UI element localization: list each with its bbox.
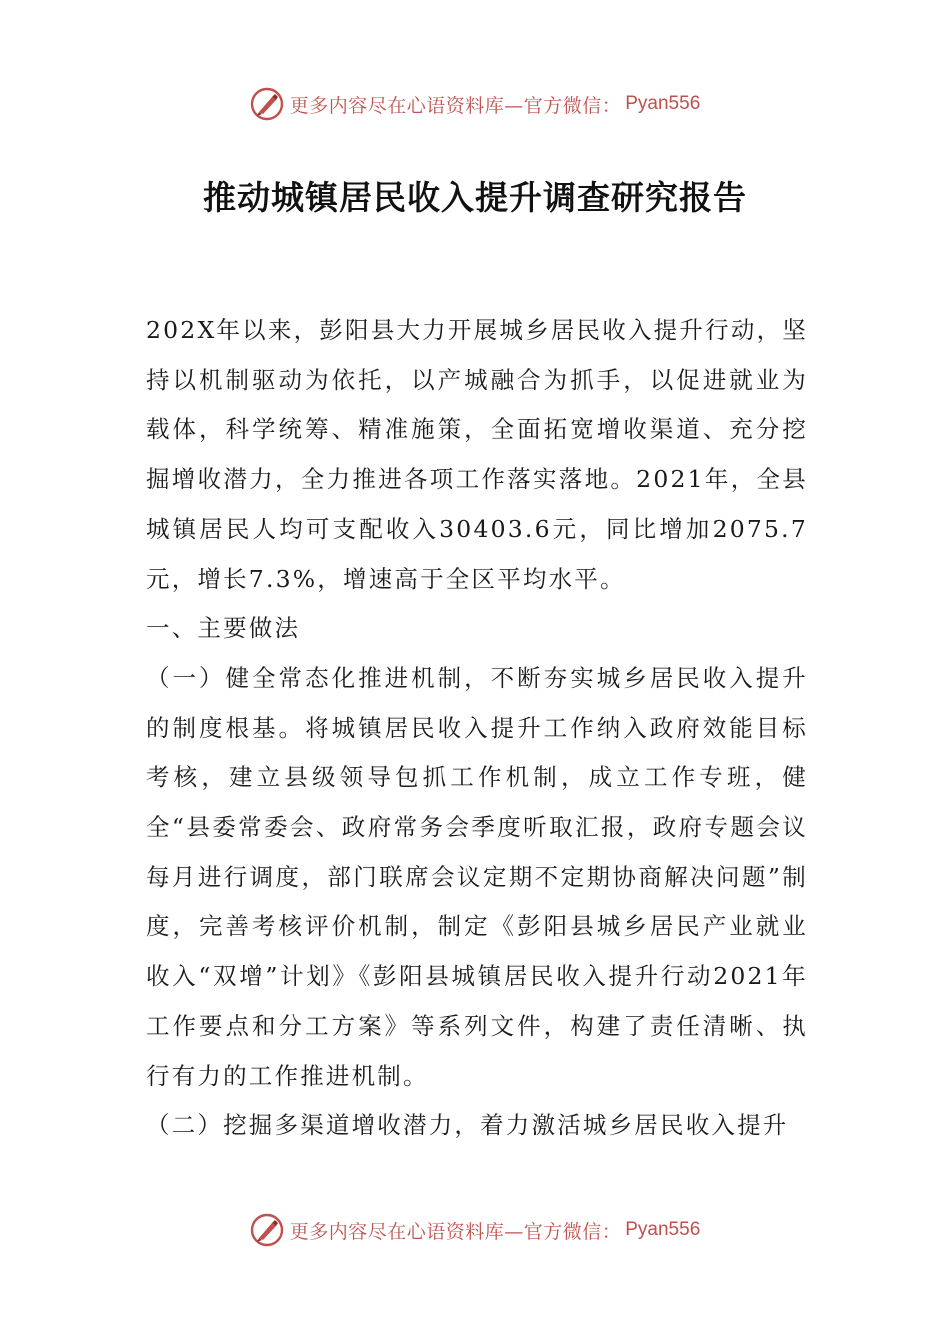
document-body bbox=[146, 306, 808, 1151]
footer-watermark-text: 更多内容尽在心语资料库—官方微信： bbox=[289, 1220, 622, 1243]
header-watermark bbox=[0, 82, 950, 126]
footer-watermark-id: Pyan556 bbox=[625, 1219, 701, 1240]
section-heading-main-practices: 一、主要做法 bbox=[146, 614, 301, 643]
paragraph-intro: 202X年以来，彭阳县大力开展城乡居民收入提升行动，坚持以机制驱动为依托，以产城融合为抓手，以促进就业为载体，科学统筹、精准施策，全面拓宽增收渠道、充分挖掘增收潜力，全力推进各项工作落实落地。2021年，全县城镇居民人均可支配收入30403.6元，同比增加2075.7元，增长7.3%，增速高于全区平均水平。 bbox=[146, 316, 808, 593]
footer-watermark bbox=[0, 1208, 950, 1252]
pen-logo-icon bbox=[250, 1213, 284, 1247]
header-watermark-text: 更多内容尽在心语资料库—官方微信： bbox=[289, 94, 622, 117]
paragraph-subsection-2: （二）挖掘多渠道增收潜力，着力激活城乡居民收入提升 bbox=[146, 1111, 789, 1140]
header-watermark-id: Pyan556 bbox=[625, 93, 701, 114]
paragraph-subsection-1: （一）健全常态化推进机制，不断夯实城乡居民收入提升的制度根基。将城镇居民收入提升工作纳入政府效能目标考核，建立县级领导包抓工作机制，成立工作专班，健全“县委常委会、政府常务会季度听取汇报，政府专题会议每月进行调度，部门联席会议定期不定期协商解决问题”制度，完善考核评价机制，制定《彭阳县城乡居民产业就业收入“双增”计划》《彭阳县城镇居民收入提升行动2021年工作要点和分工方案》等系列文件，构建了责任清晰、执行有力的工作推进机制。 bbox=[146, 663, 808, 1090]
pen-logo-icon bbox=[250, 87, 284, 121]
document-title: 推动城镇居民收入提升调查研究报告 bbox=[203, 178, 747, 217]
